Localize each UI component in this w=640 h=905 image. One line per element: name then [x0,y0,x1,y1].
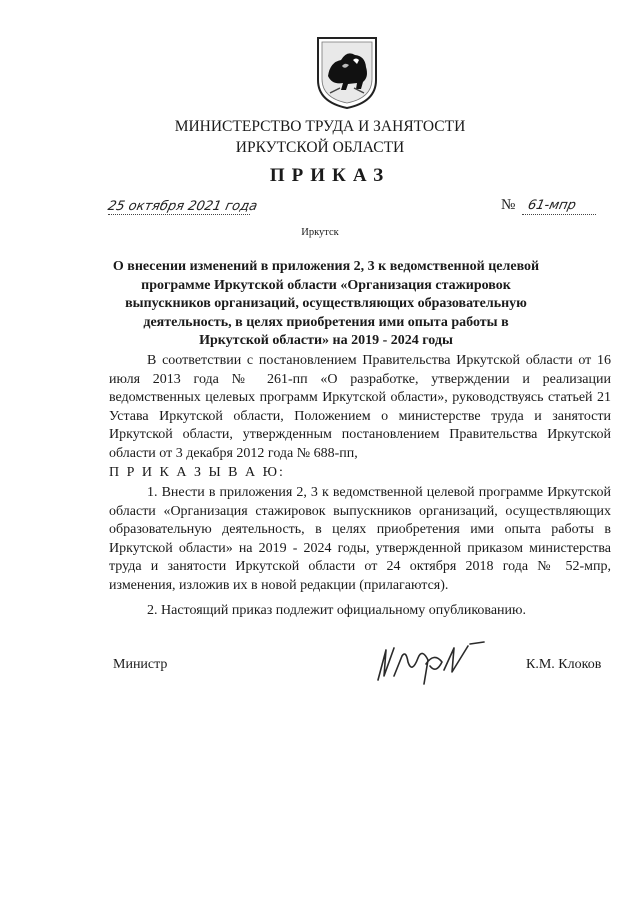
number-underline [522,214,596,215]
ministry-name-line2: ИРКУТСКОЙ ОБЛАСТИ [235,139,405,156]
order-item-2: 2. Настоящий приказ подлежит официальному опубликованию. [147,603,526,618]
signatory-position: Министр [113,657,168,672]
document-type-heading: ПРИКАЗ [269,165,391,186]
order-item-1: 1. Внести в приложения 2, 3 к ведомственной целевой программе Иркутской области «Организация стажировок выпускников организаций, осуществляющих образовательную деятельность, в целях приобретения ими опыта работы в Иркутской области» на 2019 - 2024 годы, утвержденной приказом министерства труда и занятости Иркутской области от 24 октября 2018 года № 52-мпр, изменения, изложив их в новой редакции (прилагаются). [109,485,611,593]
handwritten-number: 61-мпр [526,198,578,213]
number-sign: № [501,197,516,213]
order-word: П Р И К А З Ы В А Ю: [109,465,285,480]
preamble-paragraph: В соответствии с постановлением Правительства Иркутской области от 16 июля 2013 года № 261-пп «О разработке, утверждении и реализации ведомственных целевых программ Иркутской области», руководствуясь статьей 21 Устава Иркутской области, Положением о министерстве труда и занятости Иркутской области, утвержденным постановлением Правительства Иркутской области от 3 декабря 2012 года № 688-пп, [109,353,611,461]
date-underline [108,214,250,215]
coat-of-arms-icon [316,36,378,110]
handwritten-date: 25 октября 2021 года [106,199,259,214]
handwritten-signature [372,640,490,688]
document-title: О внесении изменений в приложения 2, 3 к ведомственной целевой программе Иркутской области «Организация стажировок выпускников организаций, осуществляющих образовательную деятельность, в целях приобретения ими опыта работы в Иркутской области» на 2019 - 2024 годы [112,259,540,349]
ministry-name-line1: МИНИСТЕРСТВО ТРУДА И ЗАНЯТОСТИ [174,118,466,135]
city-label: Иркутск [301,227,339,238]
signatory-name: К.М. Клоков [526,657,602,672]
